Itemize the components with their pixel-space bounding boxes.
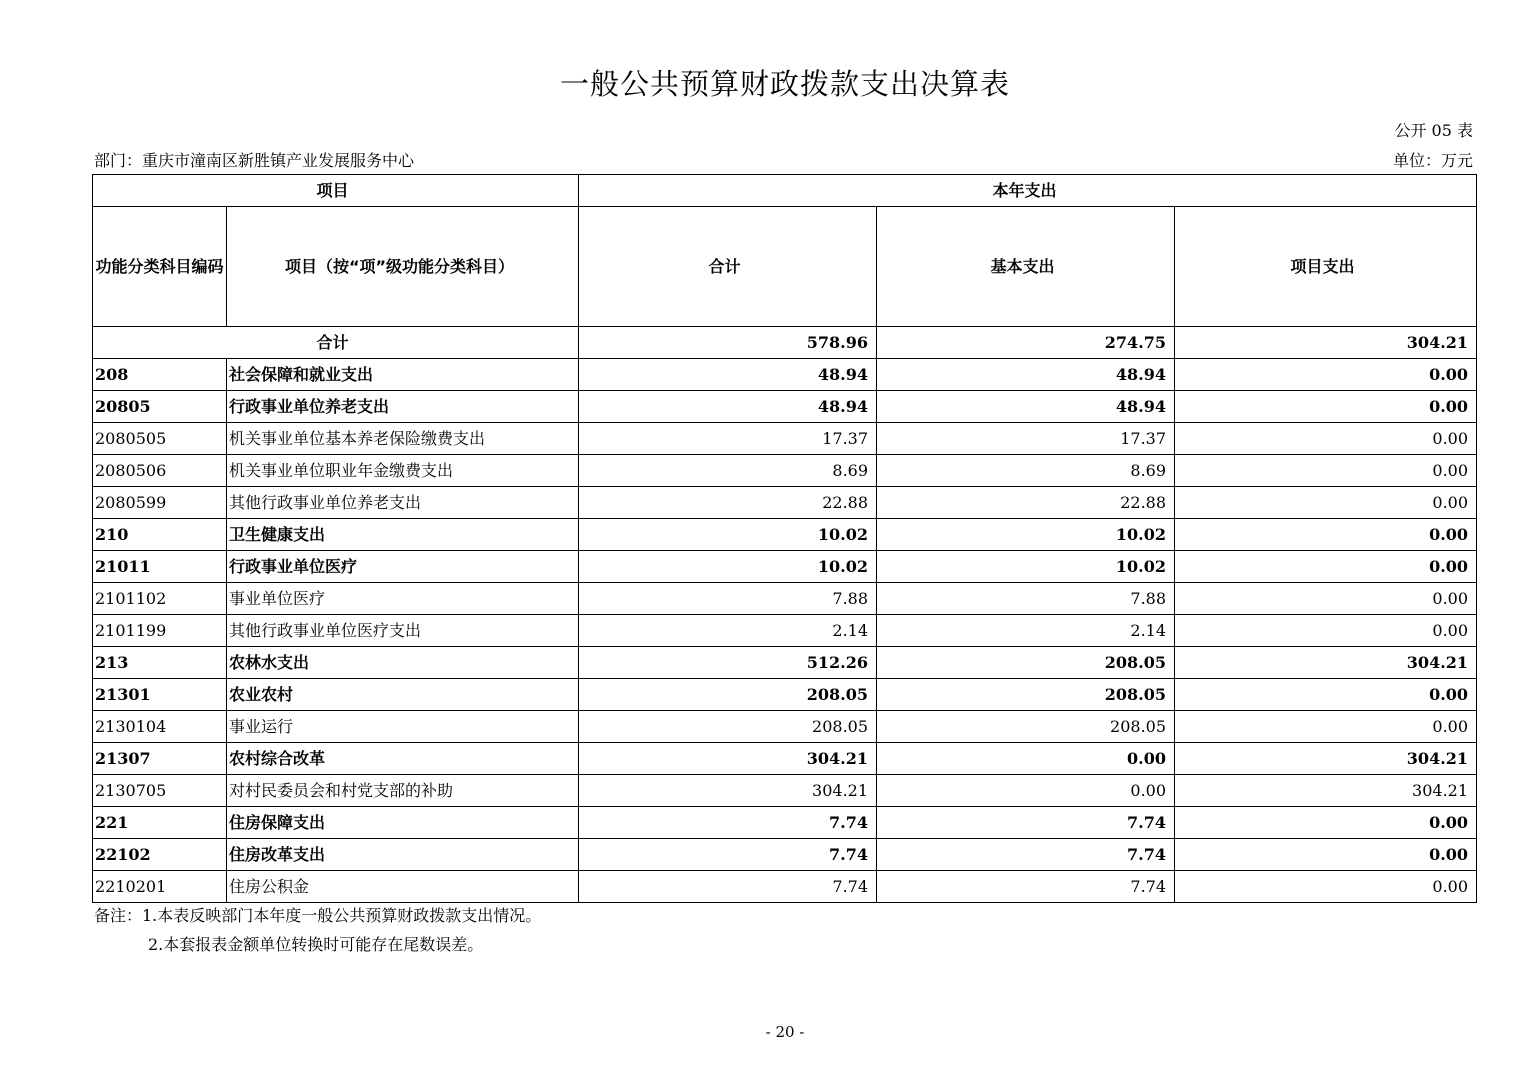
- row-basic: 17.37: [877, 423, 1175, 455]
- row-project: 0.00: [1175, 679, 1477, 711]
- row-name: 其他行政事业单位养老支出: [227, 487, 579, 519]
- row-total: 48.94: [579, 359, 877, 391]
- table-row: [93, 423, 1477, 455]
- total-row-project: 304.21: [1175, 327, 1477, 359]
- header-code: 功能分类科目编码: [93, 207, 227, 327]
- header-project-expense: 项目支出: [1175, 207, 1477, 327]
- row-total: 7.88: [579, 583, 877, 615]
- row-basic: 7.74: [877, 871, 1175, 903]
- row-basic: 48.94: [877, 359, 1175, 391]
- row-name: 卫生健康支出: [227, 519, 579, 551]
- row-name: 农村综合改革: [227, 743, 579, 775]
- row-total: 208.05: [579, 711, 877, 743]
- row-project: 0.00: [1175, 839, 1477, 871]
- row-project: 304.21: [1175, 647, 1477, 679]
- table-row: [93, 583, 1477, 615]
- row-code: 2130705: [93, 775, 227, 807]
- row-basic: 22.88: [877, 487, 1175, 519]
- row-name: 对村民委员会和村党支部的补助: [227, 775, 579, 807]
- row-basic: 208.05: [877, 647, 1175, 679]
- table-row: [93, 647, 1477, 679]
- row-code: 21011: [93, 551, 227, 583]
- row-total: 10.02: [579, 551, 877, 583]
- header-current-year-expense: 本年支出: [579, 175, 1477, 207]
- table-header-row-1: [93, 175, 1477, 207]
- row-project: 0.00: [1175, 807, 1477, 839]
- page-title: 一般公共预算财政拨款支出决算表: [559, 67, 1010, 101]
- header-project-item: 项目（按“项”级功能分类科目）: [227, 207, 579, 327]
- table-row: [93, 775, 1477, 807]
- row-project: 0.00: [1175, 551, 1477, 583]
- row-name: 农林水支出: [227, 647, 579, 679]
- row-code: 221: [93, 807, 227, 839]
- row-code: 2080506: [93, 455, 227, 487]
- row-code: 2080505: [93, 423, 227, 455]
- row-project: 0.00: [1175, 391, 1477, 423]
- row-name: 农业农村: [227, 679, 579, 711]
- row-total: 304.21: [579, 743, 877, 775]
- table-row: [93, 455, 1477, 487]
- table-row: [93, 679, 1477, 711]
- row-name: 事业运行: [227, 711, 579, 743]
- header-project: 项目: [93, 175, 579, 207]
- row-basic: 7.74: [877, 839, 1175, 871]
- row-code: 21301: [93, 679, 227, 711]
- row-name: 住房公积金: [227, 871, 579, 903]
- table-row: [93, 487, 1477, 519]
- table-header-row-2: [93, 207, 1477, 327]
- row-basic: 208.05: [877, 711, 1175, 743]
- unit-label: 单位：万元: [1392, 151, 1473, 170]
- note-line-1: 备注：1.本表反映部门本年度一般公共预算财政拨款支出情况。: [94, 906, 542, 925]
- row-project: 0.00: [1175, 583, 1477, 615]
- row-total: 7.74: [579, 807, 877, 839]
- header-basic: 基本支出: [877, 207, 1175, 327]
- row-total: 304.21: [579, 775, 877, 807]
- department-label: 部门：重庆市潼南区新胜镇产业发展服务中心: [94, 151, 415, 170]
- table-row: [93, 807, 1477, 839]
- table-number: 公开 05 表: [1394, 121, 1473, 140]
- row-project: 304.21: [1175, 775, 1477, 807]
- row-basic: 10.02: [877, 551, 1175, 583]
- row-total: 208.05: [579, 679, 877, 711]
- row-basic: 7.88: [877, 583, 1175, 615]
- row-name: 机关事业单位基本养老保险缴费支出: [227, 423, 579, 455]
- row-basic: 8.69: [877, 455, 1175, 487]
- row-code: 2101102: [93, 583, 227, 615]
- note-line-2: 2.本套报表金额单位转换时可能存在尾数误差。: [148, 935, 484, 954]
- row-name: 住房改革支出: [227, 839, 579, 871]
- table-row: [93, 359, 1477, 391]
- table-row: [93, 551, 1477, 583]
- row-total: 512.26: [579, 647, 877, 679]
- row-code: 2080599: [93, 487, 227, 519]
- total-row-total: 578.96: [579, 327, 877, 359]
- row-basic: 0.00: [877, 743, 1175, 775]
- row-name: 其他行政事业单位医疗支出: [227, 615, 579, 647]
- row-project: 0.00: [1175, 519, 1477, 551]
- row-code: 22102: [93, 839, 227, 871]
- table-row: [93, 871, 1477, 903]
- table-row: [93, 391, 1477, 423]
- row-total: 48.94: [579, 391, 877, 423]
- row-total: 2.14: [579, 615, 877, 647]
- row-code: 20805: [93, 391, 227, 423]
- row-total: 8.69: [579, 455, 877, 487]
- row-total: 22.88: [579, 487, 877, 519]
- row-project: 0.00: [1175, 487, 1477, 519]
- row-code: 210: [93, 519, 227, 551]
- header-total: 合计: [579, 207, 877, 327]
- row-code: 208: [93, 359, 227, 391]
- row-basic: 208.05: [877, 679, 1175, 711]
- page-number: - 20 -: [765, 1023, 805, 1041]
- row-basic: 2.14: [877, 615, 1175, 647]
- row-code: 2130104: [93, 711, 227, 743]
- row-name: 住房保障支出: [227, 807, 579, 839]
- row-project: 0.00: [1175, 359, 1477, 391]
- row-basic: 7.74: [877, 807, 1175, 839]
- row-basic: 0.00: [877, 775, 1175, 807]
- row-basic: 10.02: [877, 519, 1175, 551]
- table-row: [93, 839, 1477, 871]
- total-row: [93, 327, 1477, 359]
- table-row: [93, 711, 1477, 743]
- total-row-label: 合计: [93, 327, 579, 359]
- row-project: 0.00: [1175, 871, 1477, 903]
- table-row: [93, 743, 1477, 775]
- row-code: 21307: [93, 743, 227, 775]
- row-total: 10.02: [579, 519, 877, 551]
- row-project: 0.00: [1175, 711, 1477, 743]
- row-name: 社会保障和就业支出: [227, 359, 579, 391]
- row-code: 213: [93, 647, 227, 679]
- row-project: 0.00: [1175, 615, 1477, 647]
- row-project: 304.21: [1175, 743, 1477, 775]
- row-name: 行政事业单位养老支出: [227, 391, 579, 423]
- table-row: [93, 519, 1477, 551]
- table-row: [93, 615, 1477, 647]
- notes: [94, 901, 541, 959]
- row-project: 0.00: [1175, 423, 1477, 455]
- row-code: 2101199: [93, 615, 227, 647]
- row-name: 行政事业单位医疗: [227, 551, 579, 583]
- total-row-basic: 274.75: [877, 327, 1175, 359]
- row-total: 7.74: [579, 871, 877, 903]
- row-project: 0.00: [1175, 455, 1477, 487]
- row-code: 2210201: [93, 871, 227, 903]
- row-name: 事业单位医疗: [227, 583, 579, 615]
- expense-table: [92, 174, 1477, 903]
- row-name: 机关事业单位职业年金缴费支出: [227, 455, 579, 487]
- row-total: 17.37: [579, 423, 877, 455]
- row-total: 7.74: [579, 839, 877, 871]
- row-basic: 48.94: [877, 391, 1175, 423]
